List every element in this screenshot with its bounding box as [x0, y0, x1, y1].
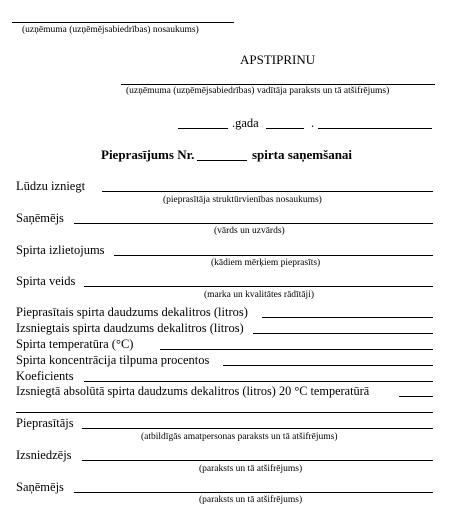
director-signature-line[interactable] [121, 84, 435, 85]
coefficient-line[interactable] [84, 381, 433, 382]
director-signature-caption: (uzņēmuma (uzņēmējsabiedrības) vadītāja paraksts un tā atšifrējums) [126, 86, 390, 96]
type-caption: (marka un kvalitātes rādītāji) [204, 290, 314, 300]
coefficient-label: Koeficients [16, 369, 74, 383]
requester-signature-label: Pieprasītājs [16, 416, 74, 430]
absolute-quantity-line[interactable] [399, 396, 433, 397]
date-day-line[interactable] [266, 128, 304, 129]
receiver-signature-caption: (paraksts un tā atšifrējums) [199, 495, 303, 505]
requester-signature-caption: (atbildīgās amatpersonas paraksts un tā atšifrējums) [141, 432, 338, 442]
requester-signature-line[interactable] [82, 428, 433, 429]
receiver-caption: (vārds un uzvārds) [214, 226, 285, 236]
usage-line[interactable] [114, 255, 433, 256]
absolute-quantity-line-2[interactable] [16, 412, 433, 413]
temperature-line[interactable] [160, 349, 433, 350]
requested-quantity-line[interactable] [262, 317, 433, 318]
date-month-line[interactable] [318, 128, 432, 129]
type-label: Spirta veids [16, 274, 76, 288]
receiver-signature-label: Saņēmējs [16, 480, 64, 494]
issued-quantity-line[interactable] [253, 333, 433, 334]
temperature-label: Spirta temperatūra (°C) [16, 337, 134, 351]
date-gada-label: .gada [232, 116, 259, 130]
receiver-label: Saņēmējs [16, 211, 64, 225]
issuer-signature-label: Izsniedzējs [16, 448, 72, 462]
receiver-line[interactable] [74, 223, 433, 224]
requester-unit-label: Lūdzu izniegt [16, 179, 86, 193]
issued-quantity-label: Izsniegtais spirta daudzums dekalitros (litros) [16, 321, 244, 335]
requested-quantity-label: Pieprasītais spirta daudzums dekalitros (litros) [16, 305, 248, 319]
requester-unit-caption: (pieprasītāja struktūrvienības nosaukums) [163, 195, 322, 205]
concentration-label: Spirta koncentrācija tilpuma procentos [16, 353, 210, 367]
request-number-line[interactable] [197, 160, 247, 161]
usage-label: Spirta izlietojums [16, 243, 105, 257]
issuer-signature-line[interactable] [82, 460, 433, 461]
org-name-line[interactable] [12, 22, 234, 23]
issuer-signature-caption: (paraksts un tā atšifrējums) [199, 464, 303, 474]
date-year-line[interactable] [178, 128, 228, 129]
absolute-quantity-label: Izsniegtā absolūtā spirta daudzums dekalitros (litros) 20 °C temperatūrā [16, 384, 370, 398]
document-title-left: Pieprasījums Nr. [101, 147, 195, 162]
receiver-signature-line[interactable] [74, 492, 433, 493]
document-title-right: spirta saņemšanai [252, 147, 353, 162]
type-line[interactable] [84, 286, 433, 287]
usage-caption: (kādiem mērķiem pieprasīts) [211, 258, 321, 268]
org-name-caption: (uzņēmuma (uzņēmējsabiedrības) nosaukums) [22, 25, 199, 35]
concentration-line[interactable] [223, 365, 433, 366]
requester-unit-line[interactable] [102, 191, 433, 192]
date-dot: . [311, 116, 315, 130]
approve-heading: APSTIPRINU [240, 52, 316, 67]
